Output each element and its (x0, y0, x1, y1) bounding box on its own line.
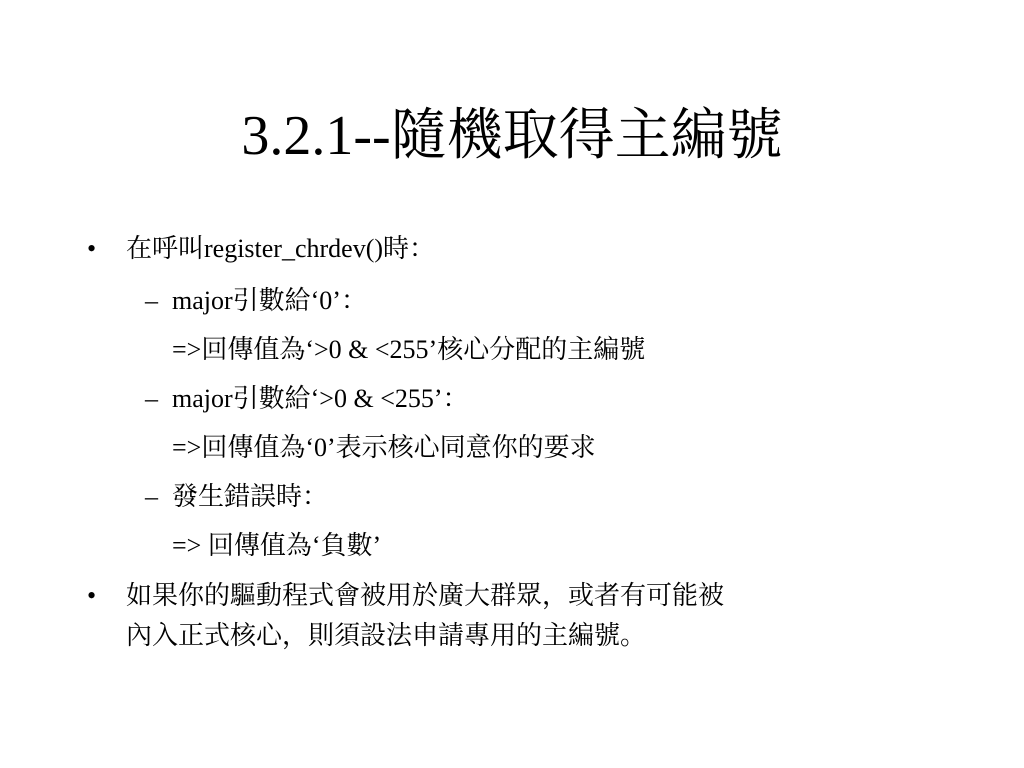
dash-marker: – (145, 482, 158, 511)
bullet-item-register-chrdev: 在呼叫register_chrdev()時： (126, 234, 436, 263)
sub-item-error: 發生錯誤時： (172, 482, 329, 511)
bullet-item-public-driver-line2: 內入正式核心，則須設法申請專用的主編號。 (126, 621, 647, 650)
sub-item-major-range: major引數給‘>0 & <255’： (172, 384, 469, 413)
bullet-marker: • (87, 581, 97, 610)
bullet-item-public-driver-line1: 如果你的驅動程式會被用於廣大群眾，或者有可能被 (126, 581, 725, 610)
dash-marker: – (145, 384, 158, 413)
sub-item-result-accepted: =>回傳值為‘0’表示核心同意你的要求 (172, 433, 596, 462)
bullet-marker: • (87, 234, 97, 263)
sub-item-major-zero: major引數給‘0’： (172, 286, 367, 315)
dash-marker: – (145, 286, 158, 315)
sub-item-result-negative: => 回傳值為‘負數’ (172, 531, 382, 560)
sub-item-result-allocated: =>回傳值為‘>0 & <255’核心分配的主編號 (172, 335, 646, 364)
slide-title: 3.2.1--隨機取得主編號 (241, 105, 783, 167)
